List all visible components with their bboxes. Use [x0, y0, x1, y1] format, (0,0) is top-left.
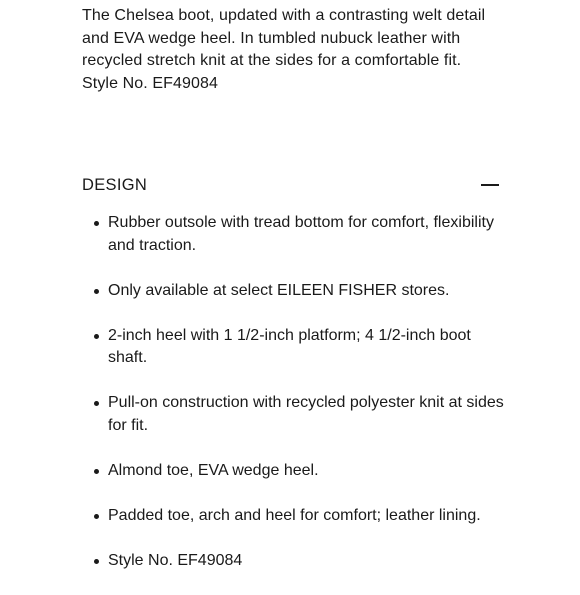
list-item: Padded toe, arch and heel for comfort; leather lining. — [94, 505, 514, 528]
list-item: 2-inch heel with 1 1/2-inch platform; 4 1/2-inch boot shaft. — [94, 325, 514, 370]
bullet-icon — [94, 401, 99, 406]
design-section-toggle[interactable] — [82, 172, 502, 198]
minus-icon[interactable] — [480, 175, 500, 195]
bullet-icon — [94, 559, 99, 564]
bullet-icon — [94, 289, 99, 294]
description-text: The Chelsea boot, updated with a contrasting welt detail and EVA wedge heel. In tumbled nubuck leather with recycled stretch knit at the sides for a comfortable fit. — [82, 7, 486, 69]
design-feature-list — [94, 212, 514, 595]
list-item: Style No. EF49084 — [94, 550, 514, 573]
bullet-icon — [94, 514, 99, 519]
product-description — [82, 5, 512, 95]
style-number: Style No. EF49084 — [82, 74, 218, 92]
bullet-icon — [94, 334, 99, 339]
bullet-icon — [94, 469, 99, 474]
list-item: Almond toe, EVA wedge heel. — [94, 460, 514, 483]
list-item: Rubber outsole with tread bottom for comfort, flexibility and traction. — [94, 212, 514, 257]
list-item: Pull-on construction with recycled polyester knit at sides for fit. — [94, 392, 514, 437]
bullet-icon — [94, 221, 99, 226]
design-section-title: DESIGN — [82, 175, 148, 194]
list-item: Only available at select EILEEN FISHER stores. — [94, 280, 514, 303]
